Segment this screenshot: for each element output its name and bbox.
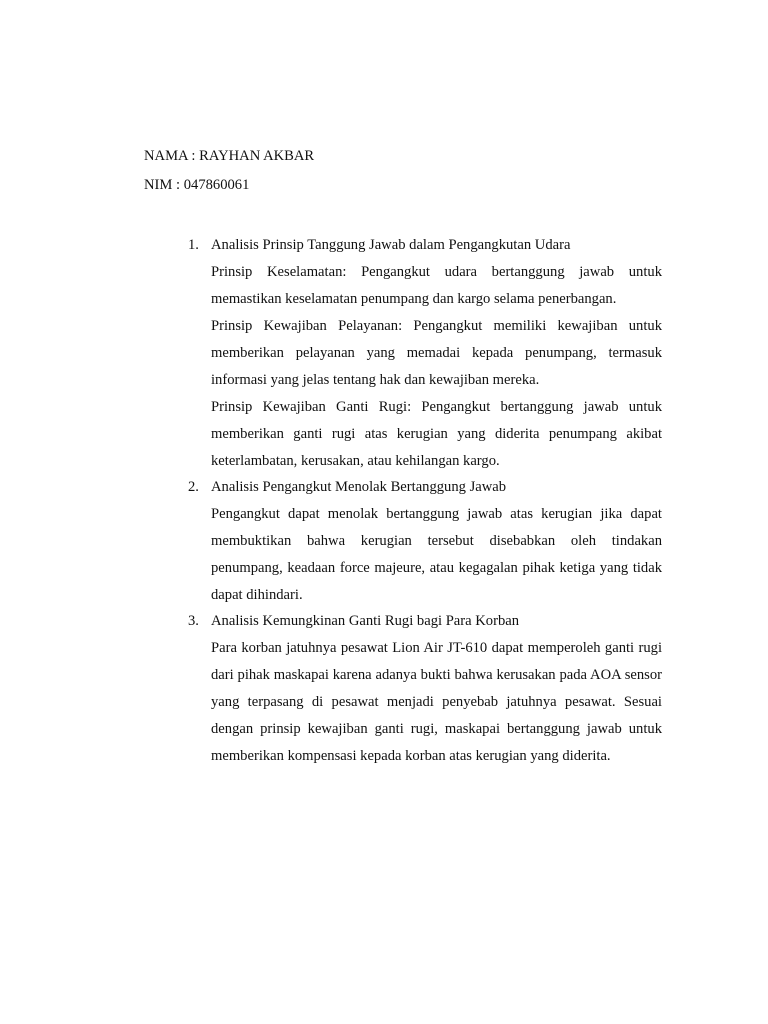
student-nim: NIM : 047860061 <box>144 177 250 193</box>
list-item-number: 1. <box>188 237 199 253</box>
paragraph: Prinsip Keselamatan: Pengangkut udara bertanggung jawab untuk memastikan keselamatan penumpang dan kargo selama penerbangan. <box>211 264 662 307</box>
numbered-list <box>144 235 662 770</box>
list-item-number: 2. <box>188 479 199 495</box>
student-name: NAMA : RAYHAN AKBAR <box>144 148 315 164</box>
paragraph: Pengangkut dapat menolak bertanggung jawab atas kerugian jika dapat membuktikan bahwa kerugian tersebut disebabkan oleh tindakan penumpang, keadaan force majeure, atau kegagalan pihak ketiga yang tidak dapat dihindari. <box>211 506 662 603</box>
paragraph: Prinsip Kewajiban Ganti Rugi: Pengangkut bertanggung jawab untuk memberikan ganti rugi atas kerugian yang diderita penumpang akibat keterlambatan, kerusakan, atau kehilangan kargo. <box>211 399 662 469</box>
list-item-number: 3. <box>188 613 199 629</box>
list-item-heading: Analisis Prinsip Tanggung Jawab dalam Pengangkutan Udara <box>211 237 571 253</box>
list-item-3 <box>144 611 662 770</box>
list-item-1 <box>144 235 662 475</box>
list-item-heading: Analisis Pengangkut Menolak Bertanggung Jawab <box>211 479 507 495</box>
list-item-heading: Analisis Kemungkinan Ganti Rugi bagi Para Korban <box>211 613 520 629</box>
paragraph: Para korban jatuhnya pesawat Lion Air JT-610 dapat memperoleh ganti rugi dari pihak maskapai karena adanya bukti bahwa kerusakan pada AOA sensor yang terpasang di pesawat menjadi penyebab jatuhnya pesawat. Sesuai dengan prinsip kewajiban ganti rugi, maskapai bertanggung jawab untuk memberikan kompensasi kepada korban atas kerugian yang diderita. <box>211 640 662 764</box>
student-header <box>144 146 664 204</box>
list-item-2 <box>144 477 662 609</box>
paragraph: Prinsip Kewajiban Pelayanan: Pengangkut memiliki kewajiban untuk memberikan pelayanan yang memadai kepada penumpang, termasuk informasi yang jelas tentang hak dan kewajiban mereka. <box>211 318 662 388</box>
